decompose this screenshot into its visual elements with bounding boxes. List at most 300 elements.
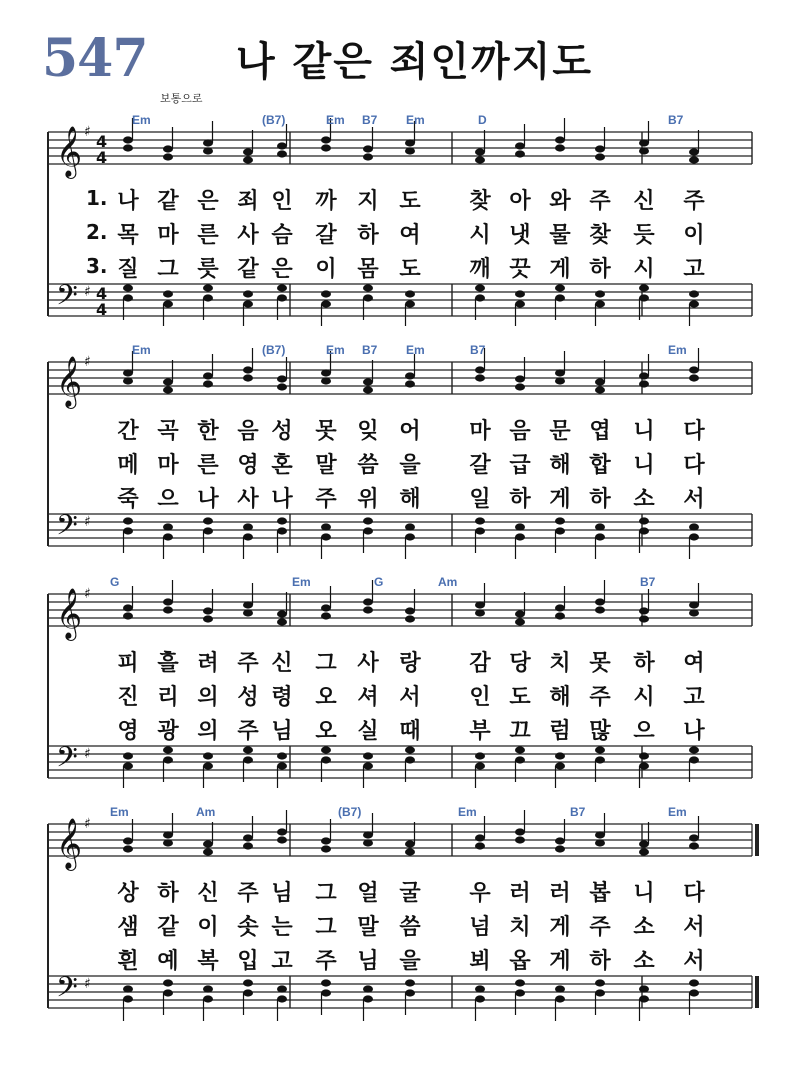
note-head [363, 145, 373, 152]
lyric-syllable: 도 [399, 257, 421, 282]
note-head [163, 153, 173, 160]
lyric-syllable: 슴 [271, 223, 293, 248]
music-system [0, 800, 800, 1046]
lyric-syllable: 여 [399, 223, 421, 248]
note-head [405, 756, 415, 763]
note-head [321, 136, 331, 143]
lyric-syllable: 해 [549, 685, 571, 710]
lyric-syllable: 흘 [157, 651, 179, 676]
note-head [321, 369, 331, 376]
lyric-syllable: 찾 [589, 223, 611, 248]
lyric-syllable: 님 [271, 881, 293, 906]
lyric-syllable: 주 [683, 189, 705, 214]
lyric-syllable: 른 [197, 453, 219, 478]
note-head [515, 142, 525, 149]
lyric-syllable: 그 [157, 257, 179, 282]
note-head [595, 598, 605, 605]
note-head [405, 147, 415, 154]
note-head [689, 156, 699, 163]
note-head [277, 527, 287, 534]
note-head [639, 294, 649, 301]
lyric-syllable: 마 [157, 453, 179, 478]
note-head [555, 985, 565, 992]
note-head [639, 527, 649, 534]
chord-symbol: G [110, 575, 120, 589]
note-head [123, 517, 133, 524]
note-head [123, 837, 133, 844]
lyric-syllable: 하 [589, 949, 611, 974]
lyric-line [0, 218, 800, 248]
note-head [515, 300, 525, 307]
lyric-syllable: 실 [357, 719, 379, 744]
lyric-syllable: 지 [357, 189, 379, 214]
lyric-syllable: 서 [399, 685, 421, 710]
chord-symbol: Em [326, 113, 345, 127]
lyric-syllable: 게 [549, 949, 571, 974]
lyric-line [0, 680, 800, 710]
note-head [363, 527, 373, 534]
treble-clef-icon: 𝄞 [56, 818, 83, 869]
note-head [243, 979, 253, 986]
lyric-syllable: 아 [509, 189, 531, 214]
lyric-syllable: 하 [589, 487, 611, 512]
lyric-syllable: 많 [589, 719, 611, 744]
note-head [405, 300, 415, 307]
key-signature-sharp-icon: ♯ [84, 746, 91, 762]
note-head [243, 601, 253, 608]
note-head [689, 834, 699, 841]
lyric-syllable: 일 [469, 487, 491, 512]
note-head [363, 378, 373, 385]
lyric-syllable: 옵 [509, 949, 531, 974]
note-head [639, 615, 649, 622]
lyric-syllable: 신 [271, 651, 293, 676]
lyric-syllable: 다 [683, 881, 705, 906]
chord-symbol: (B7) [262, 343, 286, 357]
note-head [163, 756, 173, 763]
note-head [163, 300, 173, 307]
lyric-syllable: 다 [683, 453, 705, 478]
note-head [515, 375, 525, 382]
note-head [123, 369, 133, 376]
lyric-syllable: 메 [117, 453, 139, 478]
note-head [277, 142, 287, 149]
note-head [475, 995, 485, 1002]
lyric-syllable: 하 [633, 651, 655, 676]
note-head [405, 979, 415, 986]
chord-symbol: B7 [570, 805, 586, 819]
lyric-syllable: 주 [315, 949, 337, 974]
lyric-syllable: 한 [197, 419, 219, 444]
note-head [163, 145, 173, 152]
time-signature-icon: 4 [96, 284, 108, 303]
note-head [123, 995, 133, 1002]
lyric-line [0, 944, 800, 974]
note-head [321, 837, 331, 844]
note-head [689, 989, 699, 996]
verse-number: 2. [86, 220, 108, 244]
lyric-syllable: 주 [589, 915, 611, 940]
note-head [515, 150, 525, 157]
lyric-syllable: 으 [157, 487, 179, 512]
lyric-syllable: 음 [237, 419, 259, 444]
note-head [405, 840, 415, 847]
lyric-syllable: 주 [589, 189, 611, 214]
lyric-syllable: 진 [117, 685, 139, 710]
lyric-syllable: 당 [509, 651, 531, 676]
lyric-line [0, 482, 800, 512]
note-head [243, 300, 253, 307]
lyric-syllable: 서 [683, 915, 705, 940]
lyric-syllable: 냇 [509, 223, 531, 248]
note-head [689, 523, 699, 530]
note-head [123, 136, 133, 143]
chord-symbol: B7 [362, 113, 378, 127]
lyric-syllable: 주 [237, 651, 259, 676]
lyric-syllable: 때 [399, 719, 421, 744]
note-head [163, 831, 173, 838]
lyric-syllable: 치 [509, 915, 531, 940]
note-head [405, 607, 415, 614]
note-head [203, 294, 213, 301]
lyric-syllable: 소 [633, 487, 655, 512]
note-head [405, 290, 415, 297]
note-head [321, 144, 331, 151]
chord-symbol: Em [132, 343, 151, 357]
lyric-syllable: 죄 [237, 189, 259, 214]
note-head [639, 762, 649, 769]
lyric-syllable: 니 [633, 453, 655, 478]
lyric-syllable: 려 [197, 651, 219, 676]
chord-symbol: Em [406, 113, 425, 127]
note-head [203, 762, 213, 769]
note-head [203, 380, 213, 387]
note-head [405, 989, 415, 996]
note-head [243, 148, 253, 155]
note-head [363, 995, 373, 1002]
lyric-syllable: 고 [683, 685, 705, 710]
note-head [243, 523, 253, 530]
note-head [321, 746, 331, 753]
note-head [123, 294, 133, 301]
note-head [203, 139, 213, 146]
lyric-syllable: 여 [683, 651, 705, 676]
lyric-syllable: 급 [509, 453, 531, 478]
final-barline [755, 824, 759, 856]
note-head [595, 378, 605, 385]
note-head [363, 985, 373, 992]
lyric-syllable: 간 [117, 419, 139, 444]
lyric-syllable: 깨 [469, 257, 491, 282]
note-head [277, 150, 287, 157]
note-head [363, 284, 373, 291]
note-head [595, 145, 605, 152]
lyric-syllable: 죽 [117, 487, 139, 512]
note-head [123, 762, 133, 769]
lyric-syllable: 상 [117, 881, 139, 906]
note-head [475, 284, 485, 291]
lyric-syllable: 나 [271, 487, 293, 512]
note-head [243, 374, 253, 381]
final-barline [755, 976, 759, 1008]
lyric-syllable: 을 [399, 453, 421, 478]
note-head [321, 979, 331, 986]
chord-symbol: Em [292, 575, 311, 589]
note-head [475, 148, 485, 155]
note-head [321, 533, 331, 540]
lyric-syllable: 니 [633, 881, 655, 906]
lyric-syllable: 소 [633, 949, 655, 974]
lyric-syllable: 사 [237, 223, 259, 248]
music-system [0, 108, 800, 354]
note-head [515, 828, 525, 835]
note-head [595, 979, 605, 986]
note-head [123, 527, 133, 534]
note-head [555, 517, 565, 524]
lyric-line [0, 448, 800, 478]
note-head [163, 606, 173, 613]
note-head [555, 604, 565, 611]
note-head [123, 612, 133, 619]
chord-symbol: Em [668, 343, 687, 357]
note-head [475, 752, 485, 759]
note-head [595, 606, 605, 613]
time-signature-icon: 4 [96, 148, 108, 167]
lyric-syllable: 으 [633, 719, 655, 744]
note-head [243, 989, 253, 996]
chord-symbol: B7 [470, 343, 486, 357]
note-head [321, 756, 331, 763]
note-head [277, 995, 287, 1002]
lyric-syllable: 듯 [633, 223, 655, 248]
note-head [689, 756, 699, 763]
note-head [475, 366, 485, 373]
lyric-syllable: 말 [357, 915, 379, 940]
time-signature-icon: 4 [96, 300, 108, 319]
lyric-syllable: 갈 [315, 223, 337, 248]
note-head [277, 294, 287, 301]
lyric-syllable: 영 [117, 719, 139, 744]
note-head [595, 523, 605, 530]
note-head [595, 300, 605, 307]
note-head [475, 609, 485, 616]
lyric-syllable: 서 [683, 487, 705, 512]
note-head [689, 601, 699, 608]
bass-clef-icon: 𝄢 [56, 279, 78, 319]
lyric-syllable: 와 [549, 189, 571, 214]
note-head [689, 374, 699, 381]
lyric-syllable: 님 [357, 949, 379, 974]
note-head [689, 533, 699, 540]
bass-clef-icon: 𝄢 [56, 509, 78, 549]
lyric-syllable: 갈 [469, 453, 491, 478]
lyric-syllable: 그 [315, 881, 337, 906]
note-head [475, 156, 485, 163]
lyric-syllable: 질 [117, 257, 139, 282]
note-head [163, 386, 173, 393]
note-head [555, 752, 565, 759]
note-head [363, 294, 373, 301]
lyric-syllable: 고 [683, 257, 705, 282]
key-signature-sharp-icon: ♯ [84, 586, 91, 602]
note-head [689, 366, 699, 373]
note-head [475, 517, 485, 524]
lyric-syllable: 게 [549, 915, 571, 940]
lyric-syllable: 도 [399, 189, 421, 214]
note-head [405, 380, 415, 387]
note-head [639, 995, 649, 1002]
lyric-syllable: 주 [237, 719, 259, 744]
note-head [243, 290, 253, 297]
note-head [163, 746, 173, 753]
note-head [595, 153, 605, 160]
note-head [639, 607, 649, 614]
lyric-syllable: 소 [633, 915, 655, 940]
lyric-syllable: 끄 [509, 719, 531, 744]
lyric-syllable: 서 [683, 949, 705, 974]
note-head [639, 147, 649, 154]
lyric-syllable: 인 [271, 189, 293, 214]
note-head [163, 989, 173, 996]
lyric-syllable: 게 [549, 257, 571, 282]
note-head [515, 746, 525, 753]
lyric-syllable: 뵈 [469, 949, 491, 974]
lyric-syllable: 우 [469, 881, 491, 906]
lyric-syllable: 오 [315, 719, 337, 744]
treble-clef-icon: 𝄞 [56, 356, 83, 407]
lyric-line [0, 414, 800, 444]
hymn-number: 547 [42, 28, 148, 89]
lyric-line [0, 184, 800, 214]
note-head [405, 139, 415, 146]
note-head [243, 609, 253, 616]
lyric-syllable: 성 [237, 685, 259, 710]
lyric-syllable: 은 [197, 189, 219, 214]
note-head [555, 845, 565, 852]
note-head [689, 609, 699, 616]
note-head [203, 848, 213, 855]
lyric-syllable: 고 [271, 949, 293, 974]
note-head [555, 144, 565, 151]
note-head [639, 372, 649, 379]
lyric-syllable: 몸 [357, 257, 379, 282]
lyric-syllable: 까 [315, 189, 337, 214]
lyric-syllable: 예 [157, 949, 179, 974]
note-head [515, 989, 525, 996]
lyric-syllable: 신 [633, 189, 655, 214]
lyric-syllable: 게 [549, 487, 571, 512]
lyric-syllable: 마 [157, 223, 179, 248]
note-head [639, 139, 649, 146]
note-head [243, 746, 253, 753]
lyric-syllable: 은 [271, 257, 293, 282]
note-head [363, 606, 373, 613]
lyric-syllable: 을 [399, 949, 421, 974]
chord-symbol: Em [406, 343, 425, 357]
verse-number: 3. [86, 254, 108, 278]
chord-symbol: (B7) [338, 805, 362, 819]
note-head [555, 762, 565, 769]
note-head [639, 380, 649, 387]
note-head [475, 762, 485, 769]
lyric-syllable: 흰 [117, 949, 139, 974]
note-head [123, 845, 133, 852]
note-head [595, 533, 605, 540]
note-head [595, 290, 605, 297]
lyric-syllable: 러 [549, 881, 571, 906]
lyric-syllable: 랑 [399, 651, 421, 676]
lyric-syllable: 입 [237, 949, 259, 974]
lyric-syllable: 주 [237, 881, 259, 906]
lyric-syllable: 시 [633, 257, 655, 282]
chord-symbol: Em [110, 805, 129, 819]
note-head [203, 527, 213, 534]
note-head [203, 284, 213, 291]
note-head [163, 523, 173, 530]
lyric-syllable: 주 [589, 685, 611, 710]
lyric-line [0, 252, 800, 282]
lyric-syllable: 이 [683, 223, 705, 248]
lyric-syllable: 문 [549, 419, 571, 444]
note-head [639, 985, 649, 992]
lyric-syllable: 물 [549, 223, 571, 248]
lyric-syllable: 러 [509, 881, 531, 906]
note-head [203, 995, 213, 1002]
lyric-syllable: 끗 [509, 257, 531, 282]
note-head [689, 148, 699, 155]
note-head [515, 618, 525, 625]
note-head [475, 985, 485, 992]
note-head [243, 156, 253, 163]
note-head [203, 147, 213, 154]
lyric-syllable: 같 [237, 257, 259, 282]
chord-symbol: Am [196, 805, 216, 819]
chord-symbol: Em [132, 113, 151, 127]
note-head [363, 762, 373, 769]
note-head [123, 284, 133, 291]
note-head [595, 746, 605, 753]
lyric-syllable: 솟 [237, 915, 259, 940]
lyric-syllable: 굴 [399, 881, 421, 906]
note-head [595, 989, 605, 996]
note-head [363, 517, 373, 524]
lyric-syllable: 다 [683, 419, 705, 444]
note-head [363, 831, 373, 838]
lyric-syllable: 곡 [157, 419, 179, 444]
note-head [555, 294, 565, 301]
note-head [321, 989, 331, 996]
treble-clef-icon: 𝄞 [56, 588, 83, 639]
note-head [243, 533, 253, 540]
lyric-syllable: 하 [357, 223, 379, 248]
note-head [203, 607, 213, 614]
lyric-line [0, 646, 800, 676]
lyric-syllable: 감 [469, 651, 491, 676]
note-head [555, 995, 565, 1002]
lyric-syllable: 치 [549, 651, 571, 676]
note-head [277, 375, 287, 382]
note-head [363, 752, 373, 759]
lyric-syllable: 말 [315, 453, 337, 478]
note-head [515, 756, 525, 763]
note-head [123, 144, 133, 151]
note-head [123, 604, 133, 611]
lyric-syllable: 릇 [197, 257, 219, 282]
note-head [363, 153, 373, 160]
lyric-syllable: 시 [469, 223, 491, 248]
note-head [163, 290, 173, 297]
lyric-syllable: 그 [315, 915, 337, 940]
